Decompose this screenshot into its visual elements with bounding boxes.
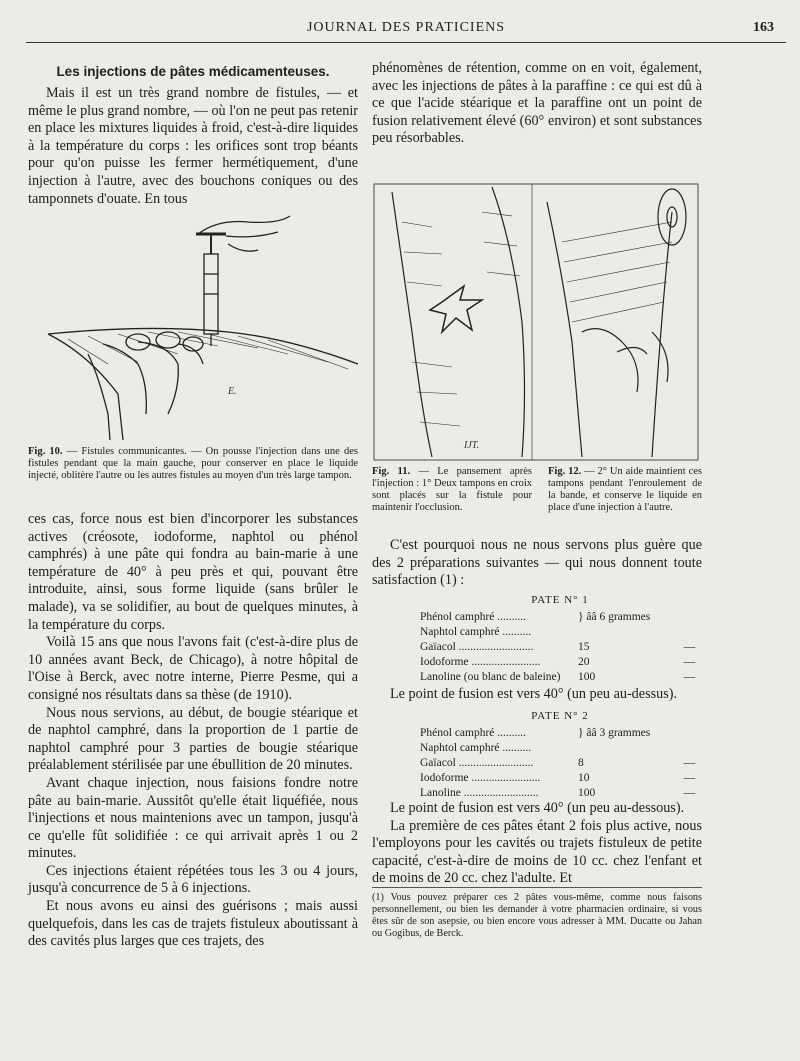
recipe-1 (420, 594, 700, 685)
paragraph: Ces injections étaient répétées tous les 3 ou 4 jours, jusqu'à concurrence de 5 à 6 injections. (28, 862, 358, 897)
recipe-title: PATE N° 2 (531, 710, 589, 722)
paragraph: La première de ces pâtes étant 2 fois plus active, nous l'employons pour les cavités ou trajets fistuleux de petite capacité, c'est-à-dire de moins de 10 cc. chez l'enfant et de moins de 20 cc. chez l'adulte. Et (372, 817, 702, 887)
ingredient-unit: — (683, 656, 696, 668)
ingredient-quantity: 100 (578, 671, 596, 683)
ingredient-quantity: 15 (578, 641, 590, 653)
ingredient-quantity: 10 (578, 772, 590, 784)
footnote: (1) Vous pouvez préparer ces 2 pâtes vous-même, comme nous faisons personnellement, ou bien les demander à votre pharmacien ordinaire, si vous êtes sûr de son asepsie, ou bien encore vous adresser à MM. Ducatte ou Jahan ou Gogibus, de Berck. (372, 887, 702, 940)
recipe-row (420, 741, 700, 756)
ingredient-name: Phénol camphré .......... (420, 727, 527, 739)
paragraph: Mais il est un très grand nombre de fistules, — et même le plus grand nombre, — où l'on ne peut pas retenir en place les mixtures liquides à froid, c'est-à-dire liquides à la température du corps : les orifices sont trop béants pour qu'on puisse les fermer hermétiquement, d'une injection à l'autre, avec des bouchons coniques ou des tamponnets d'ouate. En tous (28, 85, 358, 207)
bandage-drawing (372, 182, 700, 462)
recipe-row (420, 610, 700, 625)
recipe-row (420, 655, 700, 670)
recipe-row (420, 771, 700, 786)
ingredient-quantity: } ââ 3 grammes (578, 727, 651, 739)
page-header (26, 14, 786, 43)
paragraph: phénomènes de rétention, comme on en voit, également, avec les injections de pâtes à la paraffine : ce qui est dû à ce que l'acide stéarique et la paraffine ont un point de fusion relativement élevé (60° environ) et sont substances peu résorbables. (372, 60, 702, 147)
fig11-caption-text: — Le pansement après l'injection : 1° Deux tampons en croix sont placés sur la fistule pour maintenir l'occlusion. (372, 466, 532, 513)
paragraph: Voilà 15 ans que nous l'avons fait (c'est-à-dire plus de 10 années avant Beck, de Chicago), à notre hôpital de l'Oise à Berck, avec notre interne, Pierre Pesme, qui a consigné nos résultats dans sa thèse (de 1910). (28, 634, 358, 703)
recipe-table (420, 610, 700, 685)
ingredient-quantity (570, 741, 684, 756)
paragraph: Le point de fusion est vers 40° (un peu au-dessus). (390, 686, 677, 702)
right-column-intro (372, 537, 702, 590)
ingredient-name: Naphtol camphré .......... (420, 742, 532, 754)
ingredient-name: Gaïacol .......................... (420, 757, 534, 769)
figure-10-caption (28, 446, 358, 482)
recipe-title: PATE N° 1 (531, 594, 589, 606)
right-column-top (372, 60, 702, 148)
fig11-label: Fig. 11. (372, 466, 411, 477)
ingredient-unit: — (683, 787, 696, 799)
recipe-table (420, 726, 700, 801)
right-column-bottom (372, 800, 702, 888)
section-title: Les injections de pâtes médicamenteuses. (56, 64, 330, 79)
paragraph: Avant chaque injection, nous faisions fondre notre pâte au bain-marie. Aussitôt qu'elle était liquéfiée, nous l'injections et nous maintenions avec un tampon, jusqu'à ce qu'elle fût solidifiée : ce qui arrivait après 1 ou 2 minutes. (28, 774, 358, 862)
recipe-row (420, 670, 700, 685)
recipe-2 (420, 710, 700, 801)
svg-text:E.: E. (228, 386, 237, 397)
illustrator-signature: IJT. (464, 440, 480, 451)
ingredient-name: Iodoforme ........................ (420, 656, 541, 668)
fig10-caption-text: — Fistules communicantes. — On pousse l'injection dans une des fistules pendant que la main gauche, pour conserver en place le liquide injecté, oblitère l'autre ou les autres fistules au moyen d'un très large tampon. (28, 446, 358, 481)
fig12-caption-text: — 2° Un aide maintient ces tampons pendant l'enroulement de la bande, et conserve le liquide en place d'une injection à l'autre. (548, 466, 702, 513)
ingredient-quantity (570, 625, 684, 640)
ingredient-unit (684, 726, 700, 741)
ingredient-unit (684, 610, 700, 625)
figure-10-illustration (28, 214, 358, 440)
left-column-bottom (28, 511, 358, 951)
recipe-row (420, 756, 700, 771)
figures-11-12-illustration (372, 182, 700, 462)
recipe-row (420, 625, 700, 640)
ingredient-unit: — (683, 671, 696, 683)
page-number: 163 (753, 20, 774, 35)
paragraph: C'est pourquoi nous ne nous servons plus guère que des 2 préparations suivantes — qui nous donnent toute satisfaction (1) : (372, 537, 702, 589)
ingredient-quantity: 8 (578, 757, 584, 769)
paragraph: Le point de fusion est vers 40° (un peu au-dessous). (390, 800, 685, 816)
fig10-label: Fig. 10. (28, 446, 63, 457)
ingredient-unit (684, 741, 700, 756)
figure-12-caption (548, 466, 702, 514)
ingredient-name: Iodoforme ........................ (420, 772, 541, 784)
left-column-top (28, 60, 358, 208)
paragraph: Et nous avons eu ainsi des guérisons ; mais aussi quelquefois, dans les cas de trajets fistuleux aboutissant à des cavités plus larges que ces trajets, des (28, 898, 358, 950)
paragraph: ces cas, force nous est bien d'incorporer les substances actives (créosote, iodoforme, naphtol ou phénol camphrés) à une pâte qui fondra au bain-marie à une température de 40° à peu près et qui, pouvant être introduite, ainsi, sous forme liquide (sans brûler le malade), va se solidifier, au bout de quelques minutes, à la température du corps. (28, 511, 358, 633)
recipe-row (420, 786, 700, 801)
paragraph: Nous nous servions, au début, de bougie stéarique et de naphtol camphré, dans la proportion de 1 partie de naphtol camphré pour 3 parties de bougie stéarique préalablement stérilisée par une ébullition de 20 minutes. (28, 704, 358, 774)
ingredient-name: Phénol camphré .......... (420, 611, 527, 623)
journal-title: JOURNAL DES PRATICIENS (306, 20, 506, 35)
ingredient-name: Lanoline .......................... (420, 787, 539, 799)
figure-11-caption (372, 466, 532, 514)
ingredient-unit: — (683, 757, 696, 769)
ingredient-quantity: } ââ 6 grammes (578, 611, 651, 623)
fig12-label: Fig. 12. (548, 466, 582, 477)
ingredient-unit (684, 625, 700, 640)
recipe-row (420, 640, 700, 655)
ingredient-unit: — (683, 641, 696, 653)
ingredient-name: Naphtol camphré .......... (420, 626, 532, 638)
ingredient-unit: — (683, 772, 696, 784)
ingredient-quantity: 100 (578, 787, 596, 799)
ingredient-quantity: 20 (578, 656, 590, 668)
ingredient-name: Lanoline (ou blanc de baleine) (420, 671, 561, 683)
syringe-injection-drawing (28, 214, 358, 440)
ingredient-name: Gaïacol .......................... (420, 641, 534, 653)
recipe-row (420, 726, 700, 741)
fusion-point-1 (372, 686, 702, 704)
